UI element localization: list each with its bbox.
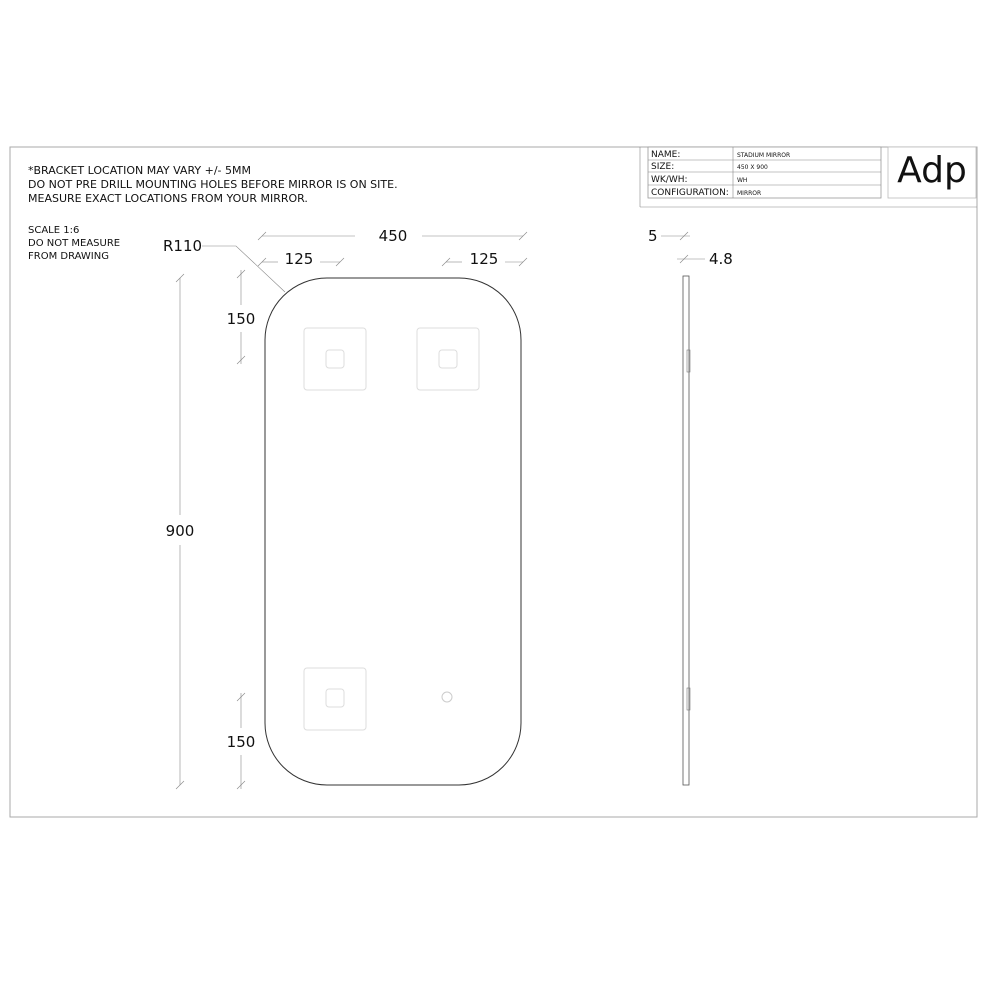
- dim-height: 900: [165, 522, 195, 540]
- dim-radius: R110: [163, 237, 203, 255]
- adp-logo: Adp: [897, 150, 967, 191]
- configuration-value: MIRROR: [737, 190, 762, 197]
- note-no-predrill: DO NOT PRE DRILL MOUNTING HOLES BEFORE MIRROR IS ON SITE.: [28, 178, 398, 191]
- scale-warning-1: DO NOT MEASURE: [28, 238, 121, 249]
- size-label: SIZE:: [651, 162, 675, 172]
- dim-top-offset: 150: [226, 310, 256, 328]
- dim-bracket-offset-right: 125: [469, 250, 499, 268]
- wkwh-value: WH: [737, 177, 748, 184]
- configuration-label: CONFIGURATION:: [651, 188, 729, 198]
- note-bracket-location: *BRACKET LOCATION MAY VARY +/- 5MM: [28, 164, 251, 177]
- mirror-side-view: [683, 276, 689, 785]
- dim-total-depth: 5: [648, 227, 658, 245]
- mirror-outline: [265, 278, 521, 785]
- wkwh-label: WK/WH:: [651, 175, 688, 185]
- name-label: NAME:: [651, 150, 681, 160]
- scale-label: SCALE 1:6: [28, 225, 80, 236]
- size-value: 450 X 900: [737, 164, 768, 171]
- dim-glass-depth: 4.8: [709, 250, 733, 268]
- radius-leader: [202, 246, 285, 292]
- name-value: STADIUM MIRROR: [737, 152, 791, 159]
- dim-width: 450: [378, 227, 408, 245]
- title-block: [648, 147, 976, 198]
- scale-warning-2: FROM DRAWING: [28, 251, 109, 262]
- dim-bracket-offset-left: 125: [284, 250, 314, 268]
- note-measure-exact: MEASURE EXACT LOCATIONS FROM YOUR MIRROR.: [28, 192, 308, 205]
- dim-bottom-offset: 150: [226, 733, 256, 751]
